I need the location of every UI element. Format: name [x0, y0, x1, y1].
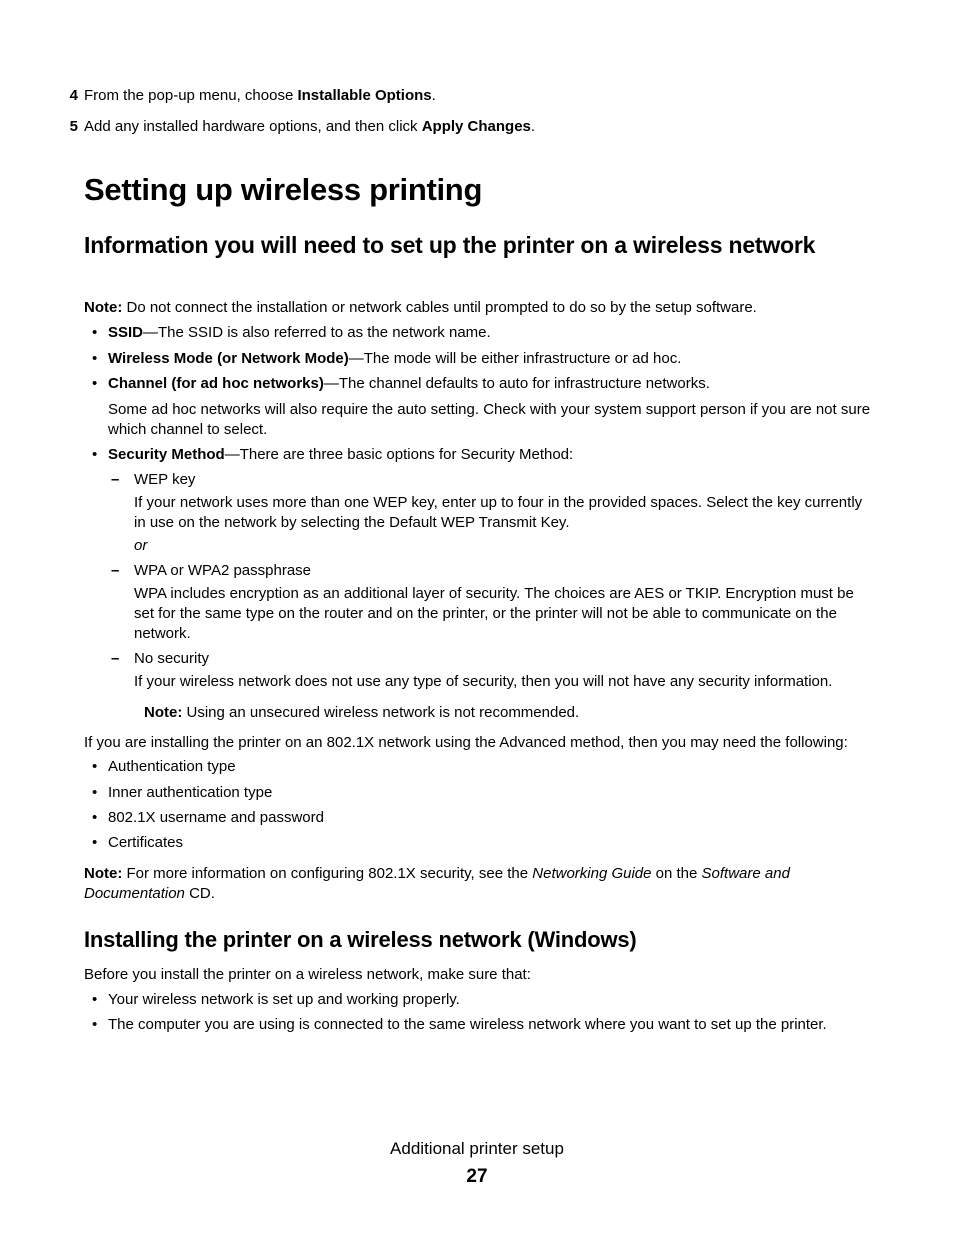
note-cables: Note: Do not connect the installation or network cables until prompted to do so by the setup software.: [84, 299, 757, 316]
wep-detail: If your network uses more than one WEP key, enter up to four in the provided spaces. Select the key currently in use on the network by selecting the Default WEP Transmit Key.: [134, 494, 863, 531]
list-item: • Your wireless network is set up and working properly.: [84, 990, 460, 1010]
list-item-security-method: • Security Method—There are three basic options for Security Method:: [84, 445, 573, 465]
footer-section-title: Additional printer setup: [390, 1139, 564, 1158]
no-security-detail: If your wireless network does not use any type of security, then you will not have any security information.: [134, 673, 833, 690]
option-no-security: – No security: [111, 650, 210, 667]
advanced-intro: If you are installing the printer on an 802.1X network using the Advanced method, then you may need the following:: [84, 734, 848, 751]
note-802-1x: Note: For more information on configuring 802.1X security, see the Networking Guide on the Software and Documentation CD.: [84, 865, 790, 902]
section-heading: Setting up wireless printing: [84, 172, 483, 207]
page-number: 27: [466, 1166, 488, 1187]
list-item: • Inner authentication type: [84, 783, 272, 803]
list-item: • 802.1X username and password: [84, 808, 324, 828]
list-item-channel: • Channel (for ad hoc networks)—The channel defaults to auto for infrastructure networks.: [84, 374, 710, 394]
subsection-heading-windows: Installing the printer on a wireless network (Windows): [84, 927, 637, 952]
channel-detail: Some ad hoc networks will also require the auto setting. Check with your system support person if you are not sure which channel to select.: [108, 401, 871, 438]
step-number: 5: [69, 118, 78, 135]
step-4: 4 From the pop-up menu, choose Installable Options.: [84, 86, 436, 106]
wpa-detail: WPA includes encryption as an additional layer of security. The choices are AES or TKIP. Encryption must be set for the same type on the router and on the printer, or the printer will not be able to communicate on the network.: [134, 585, 854, 642]
step-5: 5 Add any installed hardware options, and then click Apply Changes.: [84, 117, 535, 137]
subsection-heading: Information you will need to set up the printer on a wireless network: [84, 232, 816, 258]
list-item-wireless-mode: • Wireless Mode (or Network Mode)—The mode will be either infrastructure or ad hoc.: [84, 349, 681, 369]
list-item-ssid: • SSID—The SSID is also referred to as the network name.: [84, 323, 491, 343]
install-intro: Before you install the printer on a wireless network, make sure that:: [84, 966, 531, 983]
option-wpa: – WPA or WPA2 passphrase: [111, 562, 312, 579]
list-item: • Certificates: [84, 833, 183, 853]
step-number: 4: [69, 87, 78, 104]
or-separator: or: [134, 537, 148, 554]
list-item: • Authentication type: [84, 757, 236, 777]
note-unsecured: Note: Using an unsecured wireless network is not recommended.: [144, 704, 580, 721]
option-wep: – WEP key: [111, 471, 196, 488]
list-item: • The computer you are using is connected to the same wireless network where you want to set up the printer.: [84, 1015, 888, 1035]
